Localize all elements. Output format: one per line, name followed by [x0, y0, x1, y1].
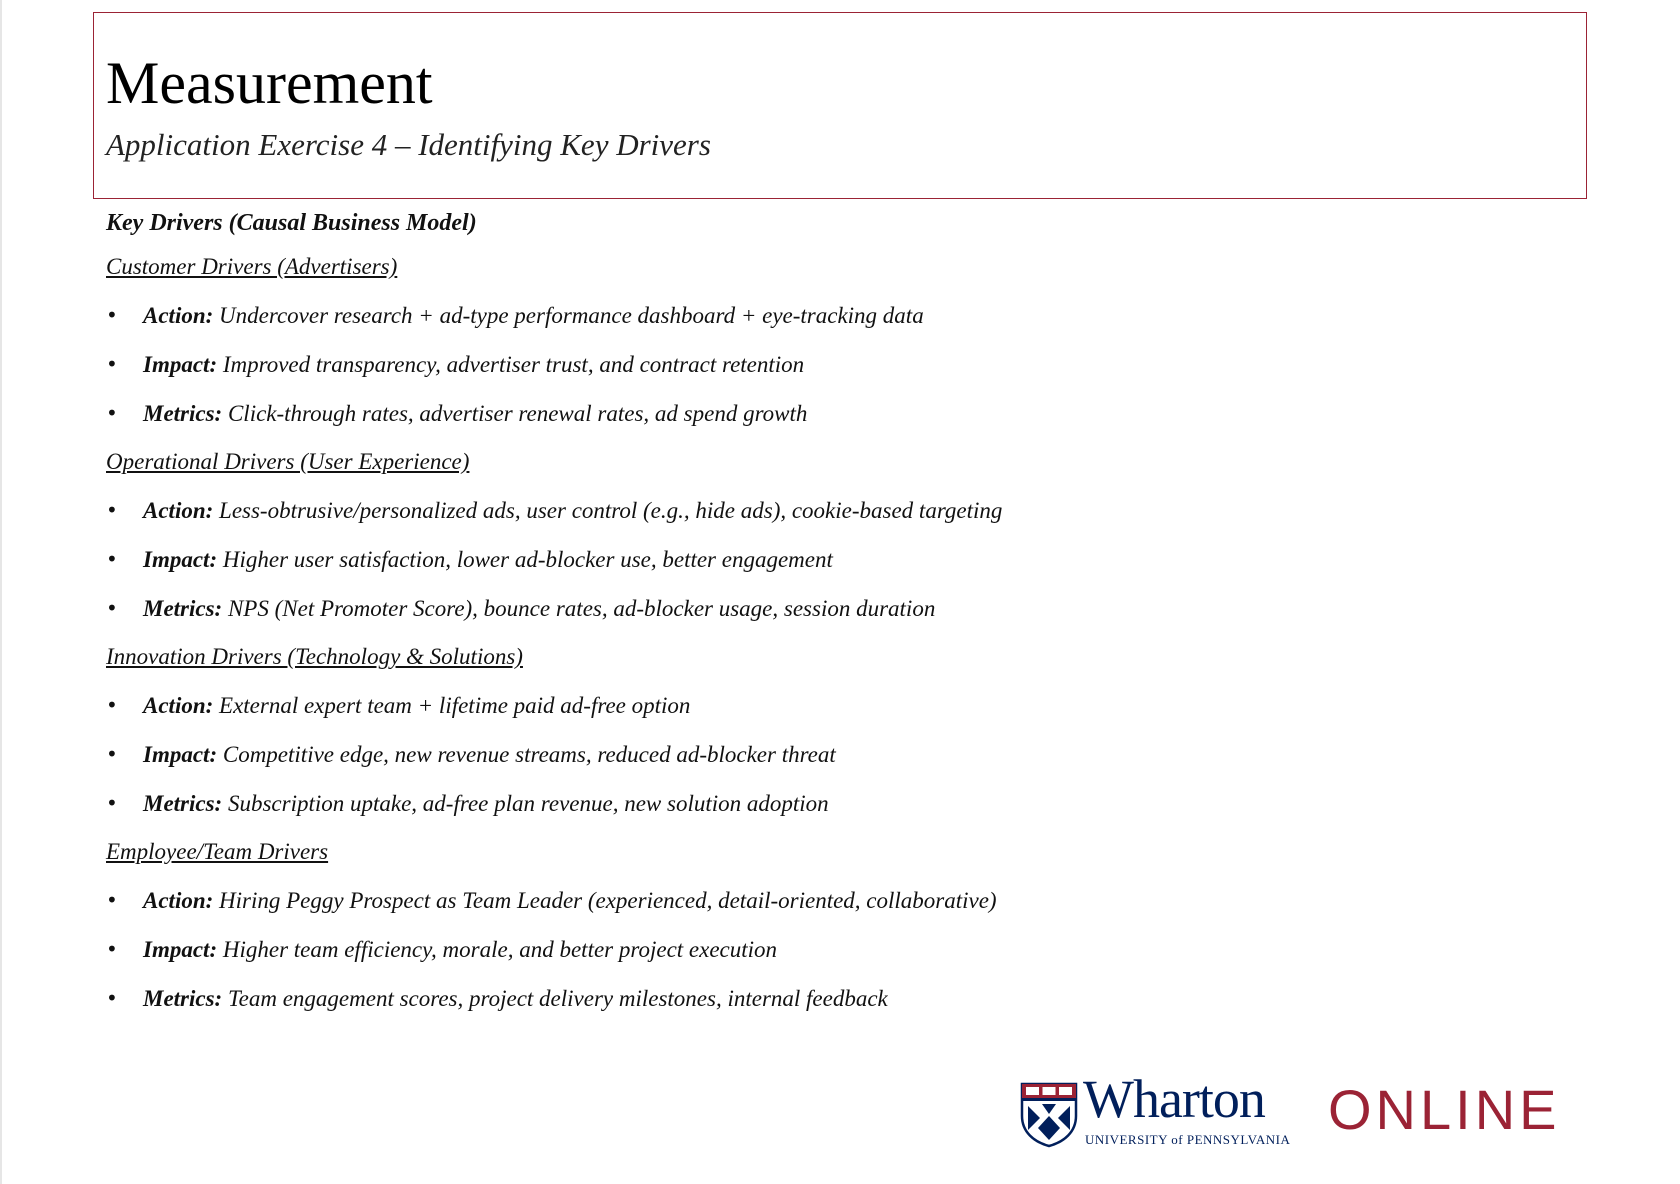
university-wordmark: UNIVERSITY of PENNSYLVANIA [1085, 1132, 1291, 1147]
bullet-label: Metrics: [143, 596, 223, 621]
bullet-icon: • [106, 791, 118, 815]
online-wordmark: ONLINE [1328, 1078, 1561, 1141]
list-item [106, 535, 1206, 584]
wharton-wordmark: Wharton [1083, 1069, 1265, 1129]
bullet-list [106, 291, 1206, 438]
section-heading: Innovation Drivers (Technology & Solutions) [106, 644, 523, 669]
bullet-icon: • [106, 986, 118, 1010]
bullet-label: Metrics: [143, 791, 223, 816]
list-item [106, 340, 1206, 389]
list-item [106, 974, 1206, 1023]
bullet-label: Metrics: [143, 986, 223, 1011]
page-title: Measurement [106, 50, 433, 116]
bullet-label: Impact: [143, 742, 218, 767]
bullet-icon: • [106, 498, 118, 522]
bullet-label: Action: [143, 693, 214, 718]
penn-shield-icon [1020, 1082, 1078, 1148]
bullet-list [106, 486, 1206, 633]
list-item [106, 389, 1206, 438]
bullet-icon: • [106, 937, 118, 961]
bullet-icon: • [106, 888, 118, 912]
section-operational-drivers [106, 438, 1206, 633]
section-heading: Employee/Team Drivers [106, 839, 329, 864]
list-item [106, 925, 1206, 974]
bullet-text: NPS (Net Promoter Score), bounce rates, ad-blocker usage, session duration [227, 596, 936, 621]
bullet-text: Higher user satisfaction, lower ad-blocker use, better engagement [222, 547, 833, 572]
bullet-text: Subscription uptake, ad-free plan revenue, new solution adoption [227, 791, 829, 816]
bullet-icon: • [106, 547, 118, 571]
bullet-label: Action: [143, 498, 214, 523]
bullet-list [106, 681, 1206, 828]
bullet-label: Action: [143, 888, 214, 913]
wharton-online-logo [1020, 1069, 1580, 1150]
section-innovation-drivers [106, 633, 1206, 828]
section-heading: Customer Drivers (Advertisers) [106, 254, 398, 279]
bullet-text: External expert team + lifetime paid ad-free option [219, 693, 691, 718]
content-area [106, 203, 1206, 1023]
list-item [106, 730, 1206, 779]
bullet-text: Undercover research + ad-type performance dashboard + eye-tracking data [219, 303, 924, 328]
bullet-icon: • [106, 742, 118, 766]
bullet-text: Higher team efficiency, morale, and better project execution [222, 937, 778, 962]
list-item [106, 486, 1206, 535]
bullet-label: Metrics: [143, 401, 223, 426]
bullet-label: Impact: [143, 547, 218, 572]
bullet-icon: • [106, 303, 118, 327]
list-item [106, 584, 1206, 633]
bullet-text: Hiring Peggy Prospect as Team Leader (experienced, detail-oriented, collaborative) [219, 888, 997, 913]
page-left-edge [0, 0, 2, 1184]
bullet-icon: • [106, 693, 118, 717]
bullet-label: Impact: [143, 352, 218, 377]
list-item [106, 876, 1206, 925]
page-subtitle: Application Exercise 4 – Identifying Key Drivers [106, 127, 711, 162]
bullet-icon: • [106, 596, 118, 620]
list-item [106, 681, 1206, 730]
list-item [106, 291, 1206, 340]
bullet-icon: • [106, 401, 118, 425]
bullet-label: Action: [143, 303, 214, 328]
bullet-text: Improved transparency, advertiser trust, and contract retention [222, 352, 805, 377]
content-heading: Key Drivers (Causal Business Model) [106, 210, 477, 236]
section-heading: Operational Drivers (User Experience) [106, 449, 470, 474]
list-item [106, 779, 1206, 828]
bullet-label: Impact: [143, 937, 218, 962]
title-box [93, 12, 1587, 199]
bullet-icon: • [106, 352, 118, 376]
section-employee-drivers [106, 828, 1206, 1023]
bullet-text: Team engagement scores, project delivery milestones, internal feedback [227, 986, 888, 1011]
bullet-list [106, 876, 1206, 1023]
bullet-text: Click-through rates, advertiser renewal rates, ad spend growth [227, 401, 808, 426]
bullet-text: Less-obtrusive/personalized ads, user control (e.g., hide ads), cookie-based targeting [219, 498, 1003, 523]
section-customer-drivers [106, 243, 1206, 438]
bullet-text: Competitive edge, new revenue streams, reduced ad-blocker threat [222, 742, 836, 767]
